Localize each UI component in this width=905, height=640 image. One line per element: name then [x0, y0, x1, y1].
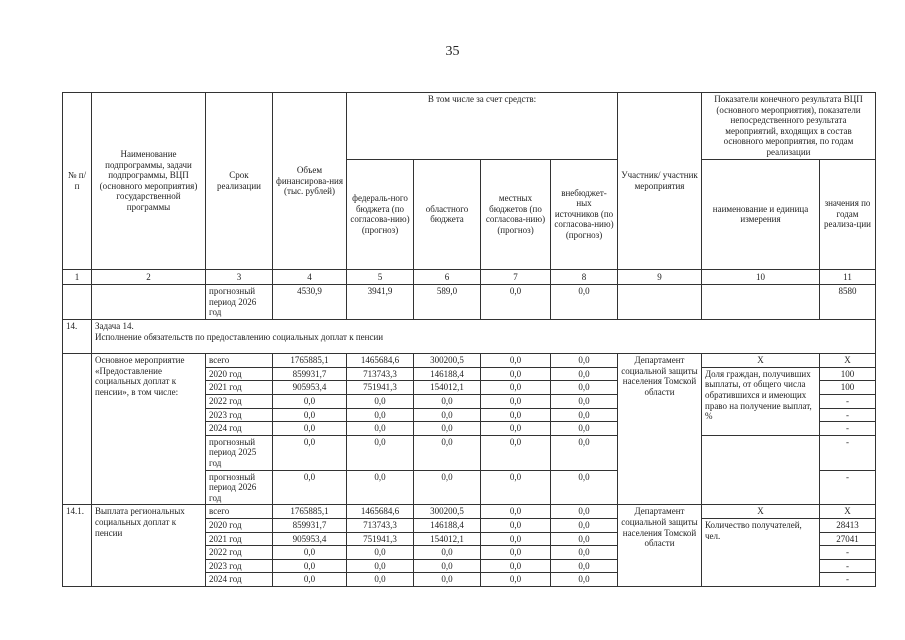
- indicator-name-cell: Количество получателей, чел.: [702, 519, 820, 587]
- indicator-value-cell: 100: [820, 381, 876, 395]
- value-cell: 0,0: [481, 367, 551, 381]
- value-cell: 0,0: [414, 394, 481, 408]
- indicator-value-cell: -: [820, 394, 876, 408]
- value-cell: 0,0: [551, 559, 618, 573]
- indicator-value-cell: -: [820, 559, 876, 573]
- value-cell: 0,0: [414, 559, 481, 573]
- task-number: 14.: [63, 320, 92, 354]
- indicator-value-cell: 28413: [820, 519, 876, 533]
- indicator-value-cell: -: [820, 408, 876, 422]
- value-cell: 0,0: [551, 381, 618, 395]
- task-row: [63, 320, 876, 354]
- value-cell: 0,0: [414, 435, 481, 470]
- value-cell: 859931,7: [273, 367, 347, 381]
- value-cell: 0,0: [481, 285, 551, 320]
- header-col-volume: Объем финансирова-ния (тыс. рублей): [273, 93, 347, 270]
- header-col-regional: областного бюджета: [414, 159, 481, 269]
- value-cell: 0,0: [414, 573, 481, 587]
- row-number: 14.1.: [63, 505, 92, 587]
- value-cell: 0,0: [414, 408, 481, 422]
- indicator-value-cell: 8580: [820, 285, 876, 320]
- period-cell: 2022 год: [206, 394, 273, 408]
- period-cell: всего: [206, 505, 273, 519]
- indicator-value-cell: 27041: [820, 532, 876, 546]
- period-cell: 2024 год: [206, 422, 273, 436]
- value-cell: 0,0: [347, 559, 414, 573]
- value-cell: 0,0: [551, 435, 618, 470]
- value-cell: 0,0: [551, 408, 618, 422]
- indicator-value-cell: 100: [820, 367, 876, 381]
- value-cell: 0,0: [551, 505, 618, 519]
- value-cell: 0,0: [273, 559, 347, 573]
- value-cell: 0,0: [273, 573, 347, 587]
- value-cell: 0,0: [347, 573, 414, 587]
- value-cell: 0,0: [551, 367, 618, 381]
- col-number: 8: [551, 269, 618, 285]
- period-cell: прогнозный период 2026 год: [206, 470, 273, 505]
- header-col-period: Срок реализации: [206, 93, 273, 270]
- task-title-line1: Задача 14.: [95, 321, 134, 332]
- value-cell: 0,0: [414, 470, 481, 505]
- value-cell: 0,0: [347, 470, 414, 505]
- col-number: 5: [347, 269, 414, 285]
- program-table: [62, 92, 876, 587]
- col-number: 3: [206, 269, 273, 285]
- col-number: 11: [820, 269, 876, 285]
- period-cell: 2021 год: [206, 381, 273, 395]
- value-cell: 0,0: [414, 546, 481, 560]
- value-cell: 0,0: [347, 546, 414, 560]
- header-result-group: Показатели конечного результата ВЦП (основного мероприятия), показатели непосредственного результата мероприятий, входящих в состав основного мероприятия, по годам реализации: [702, 93, 876, 160]
- period-cell: 2021 год: [206, 532, 273, 546]
- period-cell: всего: [206, 354, 273, 368]
- header-col-indicator-value: значения по годам реализа-ции: [820, 159, 876, 269]
- value-cell: 0,0: [551, 519, 618, 533]
- value-cell: 0,0: [481, 381, 551, 395]
- value-cell: 0,0: [481, 532, 551, 546]
- value-cell: 300200,5: [414, 354, 481, 368]
- value-cell: 0,0: [481, 519, 551, 533]
- value-cell: 0,0: [551, 546, 618, 560]
- period-cell: 2024 год: [206, 573, 273, 587]
- header-col-extrabudget: внебюджет-ных источников (по согласова-нию) (прогноз): [551, 159, 618, 269]
- value-cell: 0,0: [481, 422, 551, 436]
- col-number: 2: [92, 269, 206, 285]
- value-cell: 0,0: [481, 408, 551, 422]
- indicator-value-cell: -: [820, 435, 876, 470]
- task-title: [92, 320, 876, 354]
- value-cell: 0,0: [481, 354, 551, 368]
- value-cell: 3941,9: [347, 285, 414, 320]
- value-cell: 0,0: [551, 532, 618, 546]
- col-number: 6: [414, 269, 481, 285]
- value-cell: 751941,3: [347, 381, 414, 395]
- value-cell: 1765885,1: [273, 354, 347, 368]
- task-title-line2: Исполнение обязательств по предоставлению социальных доплат к пенсии: [95, 331, 384, 342]
- col-number: 4: [273, 269, 347, 285]
- value-cell: 0,0: [481, 394, 551, 408]
- value-cell: 154012,1: [414, 381, 481, 395]
- period-cell: 2023 год: [206, 559, 273, 573]
- indicator-value-cell: Х: [820, 354, 876, 368]
- indicator-value-cell: -: [820, 470, 876, 505]
- col-number: 10: [702, 269, 820, 285]
- header-col-federal: федераль-ного бюджета (по согласова-нию) (прогноз): [347, 159, 414, 269]
- indicator-value-cell: -: [820, 546, 876, 560]
- participant-cell: Департамент социальной защиты населения Томской области: [618, 354, 702, 505]
- header-col-local: местных бюджетов (по согласова-нию) (прогноз): [481, 159, 551, 269]
- value-cell: 0,0: [273, 435, 347, 470]
- header-col-num: № п/п: [63, 93, 92, 270]
- value-cell: 0,0: [481, 573, 551, 587]
- value-cell: 0,0: [551, 573, 618, 587]
- value-cell: 154012,1: [414, 532, 481, 546]
- value-cell: 0,0: [347, 422, 414, 436]
- value-cell: 0,0: [273, 408, 347, 422]
- value-cell: 751941,3: [347, 532, 414, 546]
- table-row: [63, 354, 876, 368]
- header-col-name: Наименование подпрограммы, задачи подпрограммы, ВЦП (основного мероприятия) государственной программы: [92, 93, 206, 270]
- value-cell: 4530,9: [273, 285, 347, 320]
- period-cell: прогнозный период 2025 год: [206, 435, 273, 470]
- indicator-value-cell: -: [820, 422, 876, 436]
- header-incl-group: В том числе за счет средств:: [347, 93, 618, 160]
- value-cell: 0,0: [273, 394, 347, 408]
- col-number: 9: [618, 269, 702, 285]
- row-number: [63, 354, 92, 505]
- value-cell: 1765885,1: [273, 505, 347, 519]
- header-col-participant: Участник/ участник мероприятия: [618, 93, 702, 270]
- value-cell: 0,0: [551, 354, 618, 368]
- indicator-name-cell: Х: [702, 354, 820, 368]
- value-cell: 0,0: [481, 435, 551, 470]
- period-cell: 2020 год: [206, 367, 273, 381]
- period-cell: 2020 год: [206, 519, 273, 533]
- value-cell: 859931,7: [273, 519, 347, 533]
- value-cell: 0,0: [347, 394, 414, 408]
- period-cell: прогнозный период 2026 год: [206, 285, 273, 320]
- value-cell: 0,0: [481, 505, 551, 519]
- header-col-indicator-name: наименование и единица измерения: [702, 159, 820, 269]
- value-cell: 589,0: [414, 285, 481, 320]
- value-cell: 0,0: [414, 422, 481, 436]
- value-cell: 0,0: [551, 470, 618, 505]
- table-row: [63, 285, 876, 320]
- indicator-value-cell: Х: [820, 505, 876, 519]
- value-cell: 0,0: [551, 394, 618, 408]
- measure-name: Выплата региональных социальных доплат к пенсии: [92, 505, 206, 587]
- value-cell: 0,0: [273, 470, 347, 505]
- period-cell: 2023 год: [206, 408, 273, 422]
- value-cell: 0,0: [481, 470, 551, 505]
- value-cell: 0,0: [481, 559, 551, 573]
- value-cell: 0,0: [481, 546, 551, 560]
- value-cell: 0,0: [551, 285, 618, 320]
- value-cell: 905953,4: [273, 381, 347, 395]
- value-cell: 300200,5: [414, 505, 481, 519]
- value-cell: 1465684,6: [347, 505, 414, 519]
- col-number: 1: [63, 269, 92, 285]
- page-number: 35: [445, 44, 460, 59]
- value-cell: 0,0: [347, 435, 414, 470]
- indicator-value-cell: -: [820, 573, 876, 587]
- period-cell: 2022 год: [206, 546, 273, 560]
- participant-cell: Департамент социальной защиты населения Томской области: [618, 505, 702, 587]
- table-row: [63, 505, 876, 519]
- indicator-name-cell: Доля граждан, получивших выплаты, от общего числа обратившихся и имеющих право на получение выплат, %: [702, 367, 820, 435]
- col-number: 7: [481, 269, 551, 285]
- indicator-name-cell: Х: [702, 505, 820, 519]
- measure-name: Основное мероприятие «Предоставление социальных доплат к пенсии», в том числе:: [92, 354, 206, 505]
- value-cell: 146188,4: [414, 519, 481, 533]
- value-cell: 146188,4: [414, 367, 481, 381]
- value-cell: 713743,3: [347, 367, 414, 381]
- value-cell: 0,0: [273, 546, 347, 560]
- value-cell: 905953,4: [273, 532, 347, 546]
- value-cell: 713743,3: [347, 519, 414, 533]
- value-cell: 0,0: [551, 422, 618, 436]
- value-cell: 0,0: [347, 408, 414, 422]
- value-cell: 1465684,6: [347, 354, 414, 368]
- value-cell: 0,0: [273, 422, 347, 436]
